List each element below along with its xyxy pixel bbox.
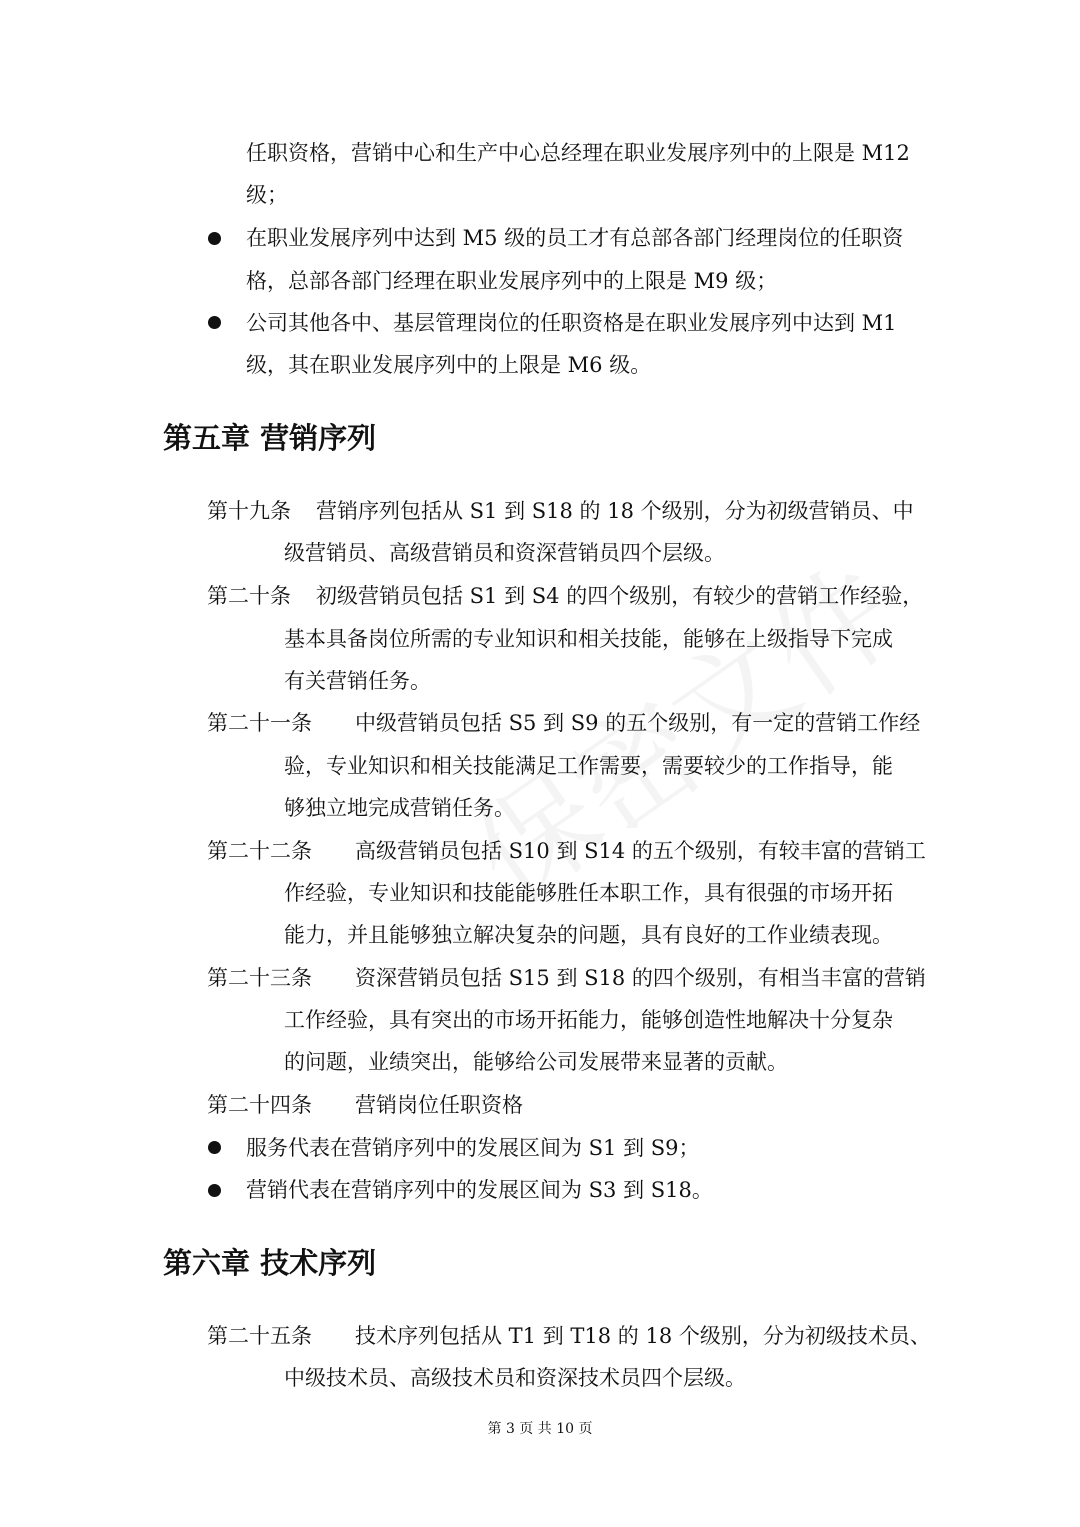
article-line: 的问题，业绩突出，能够给公司发展带来显著的贡献。 bbox=[284, 1050, 788, 1074]
bullet-line: 服务代表在营销序列中的发展区间为 S1 到 S9； bbox=[246, 1136, 700, 1160]
article-line: 初级营销员包括 S1 到 S4 的四个级别，有较少的营销工作经验， bbox=[316, 584, 924, 608]
page-number: 第 3 页 共 10 页 bbox=[487, 1421, 593, 1437]
bullet-icon bbox=[208, 1141, 221, 1154]
article-number: 第二十条 bbox=[207, 584, 291, 608]
article-number: 第二十五条 bbox=[207, 1324, 312, 1348]
article-line: 中级营销员包括 S5 到 S9 的五个级别，有一定的营销工作经 bbox=[355, 711, 921, 735]
paragraph-line: 任职资格，营销中心和生产中心总经理在职业发展序列中的上限是 M12 bbox=[246, 141, 910, 165]
article-line: 资深营销员包括 S15 到 S18 的四个级别，有相当丰富的营销 bbox=[355, 966, 926, 990]
bullet-icon bbox=[208, 316, 221, 329]
article-line: 能力，并且能够独立解决复杂的问题，具有良好的工作业绩表现。 bbox=[284, 923, 893, 947]
article-line: 技术序列包括从 T1 到 T18 的 18 个级别，分为初级技术员、 bbox=[355, 1324, 931, 1348]
bullet-line: 级，其在职业发展序列中的上限是 M6 级。 bbox=[246, 353, 652, 377]
bullet-line: 公司其他各中、基层管理岗位的任职资格是在职业发展序列中达到 M1 bbox=[246, 311, 897, 335]
article-line: 基本具备岗位所需的专业知识和相关技能，能够在上级指导下完成 bbox=[284, 627, 893, 651]
article-line: 营销岗位任职资格 bbox=[355, 1093, 523, 1117]
article-line: 级营销员、高级营销员和资深营销员四个层级。 bbox=[284, 541, 725, 565]
article-line: 高级营销员包括 S10 到 S14 的五个级别，有较丰富的营销工 bbox=[355, 839, 926, 863]
bullet-icon bbox=[208, 1184, 221, 1197]
article-number: 第二十二条 bbox=[207, 839, 312, 863]
article-number: 第十九条 bbox=[207, 499, 291, 523]
bullet-line: 在职业发展序列中达到 M5 级的员工才有总部各部门经理岗位的任职资 bbox=[246, 226, 904, 250]
article-line: 验，专业知识和相关技能满足工作需要，需要较少的工作指导，能 bbox=[284, 754, 893, 778]
article-line: 有关营销任务。 bbox=[284, 669, 431, 693]
article-number: 第二十三条 bbox=[207, 966, 312, 990]
article-line: 够独立地完成营销任务。 bbox=[284, 796, 515, 820]
article-line: 工作经验，具有突出的市场开拓能力，能够创造性地解决十分复杂 bbox=[284, 1008, 893, 1032]
chapter-heading: 第五章 营销序列 bbox=[163, 421, 377, 455]
article-line: 作经验，专业知识和技能能够胜任本职工作，具有很强的市场开拓 bbox=[284, 881, 893, 905]
bullet-line: 格，总部各部门经理在职业发展序列中的上限是 M9 级； bbox=[246, 269, 778, 293]
bullet-icon bbox=[208, 232, 221, 245]
chapter-heading: 第六章 技术序列 bbox=[163, 1246, 377, 1280]
bullet-line: 营销代表在营销序列中的发展区间为 S3 到 S18。 bbox=[246, 1178, 713, 1202]
paragraph-line: 级； bbox=[246, 183, 288, 207]
article-line: 营销序列包括从 S1 到 S18 的 18 个级别，分为初级营销员、中 bbox=[316, 499, 914, 523]
article-line: 中级技术员、高级技术员和资深技术员四个层级。 bbox=[284, 1366, 746, 1390]
article-number: 第二十四条 bbox=[207, 1093, 312, 1117]
article-number: 第二十一条 bbox=[207, 711, 312, 735]
